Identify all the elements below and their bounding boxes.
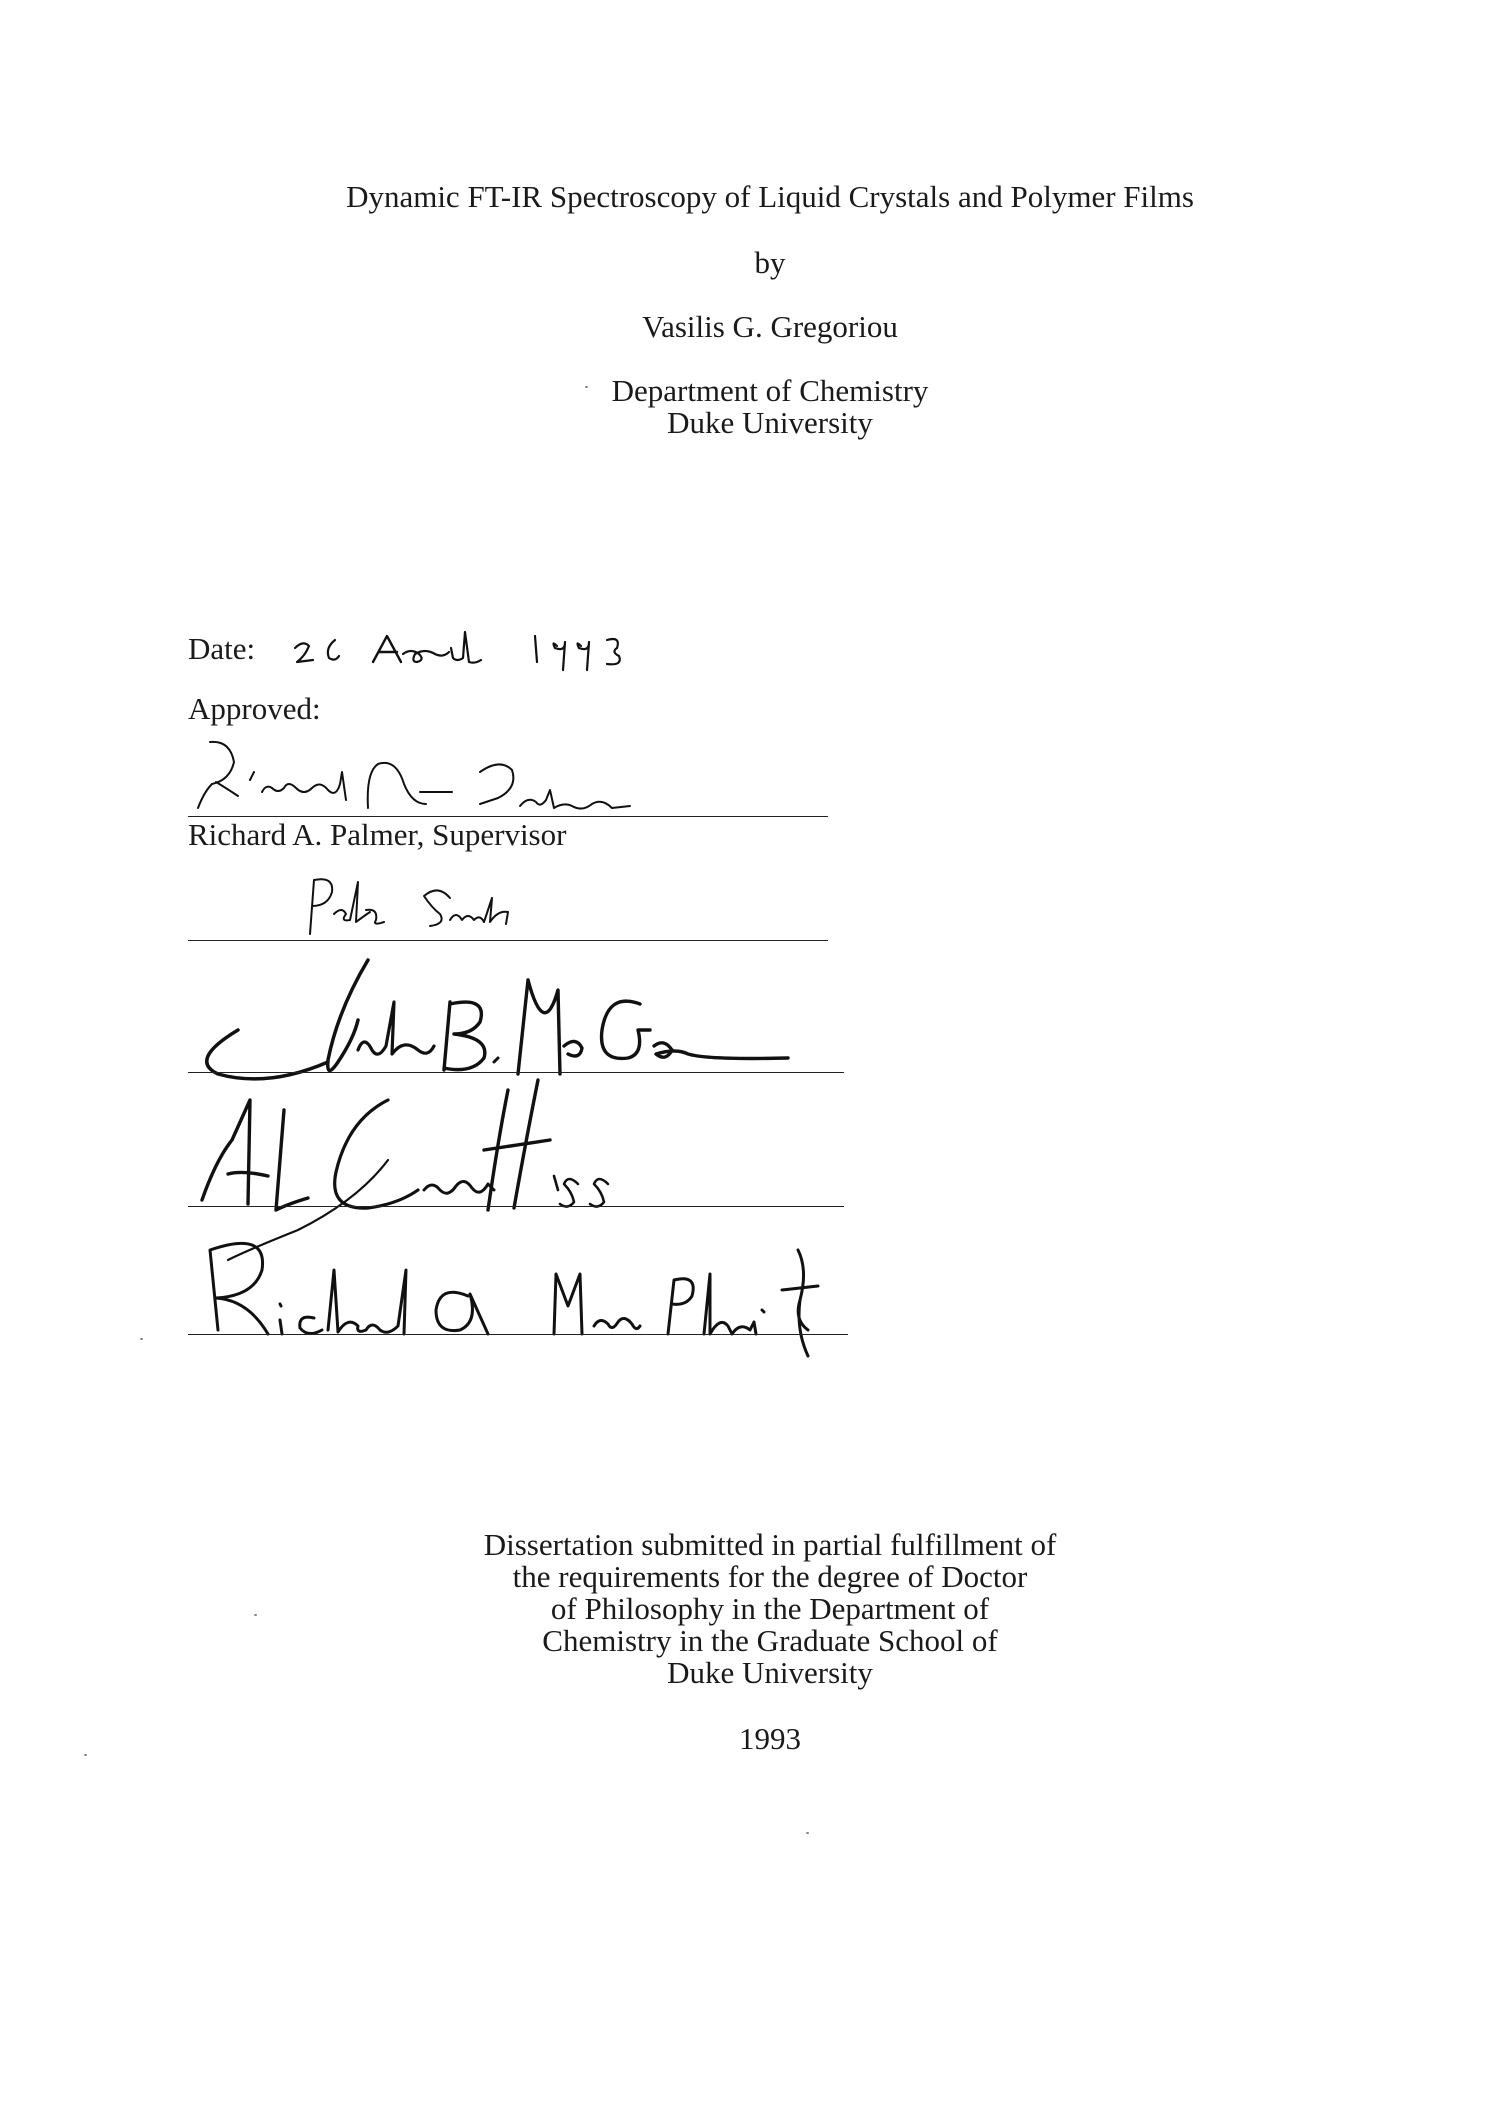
scan-speck: [140, 1338, 143, 1340]
statement-line-3: of Philosophy in the Department of: [550, 1591, 990, 1626]
date-label: Date:: [188, 631, 256, 666]
supervisor-caption: Richard A. Palmer, Supervisor: [188, 817, 567, 852]
department-name: Department of Chemistry: [611, 373, 929, 408]
signature-al-crumbliss: [188, 1080, 808, 1240]
approved-label: Approved:: [188, 691, 321, 726]
signature-richard-palmer: [190, 732, 790, 822]
signature-linda-mcgown: [188, 950, 808, 1100]
author-name: Vasilis G. Gregoriou: [642, 309, 898, 344]
statement-line-5: Duke University: [667, 1655, 873, 1690]
scan-speck: [806, 1832, 809, 1834]
by-label: by: [754, 245, 786, 280]
signature-richard-macphail: [188, 1230, 868, 1360]
statement-line-2: the requirements for the degree of Doctor: [512, 1559, 1028, 1594]
signature-line-4: [188, 1206, 844, 1207]
signature-line-2: [188, 940, 828, 941]
statement-line-4: Chemistry in the Graduate School of: [542, 1623, 998, 1658]
handwritten-date: [285, 618, 665, 678]
statement-line-1: Dissertation submitted in partial fulfillment of: [483, 1527, 1057, 1562]
dissertation-title: Dynamic FT-IR Spectroscopy of Liquid Crystals and Polymer Films: [346, 179, 1194, 214]
signature-line-5: [188, 1334, 848, 1335]
year: 1993: [739, 1721, 801, 1756]
signature-pete-smith: [300, 870, 600, 940]
university-name: Duke University: [667, 405, 873, 440]
signature-line-3: [188, 1072, 844, 1073]
scan-speck: [254, 1614, 257, 1616]
scan-speck: [585, 386, 588, 388]
scan-speck: [84, 1754, 87, 1756]
